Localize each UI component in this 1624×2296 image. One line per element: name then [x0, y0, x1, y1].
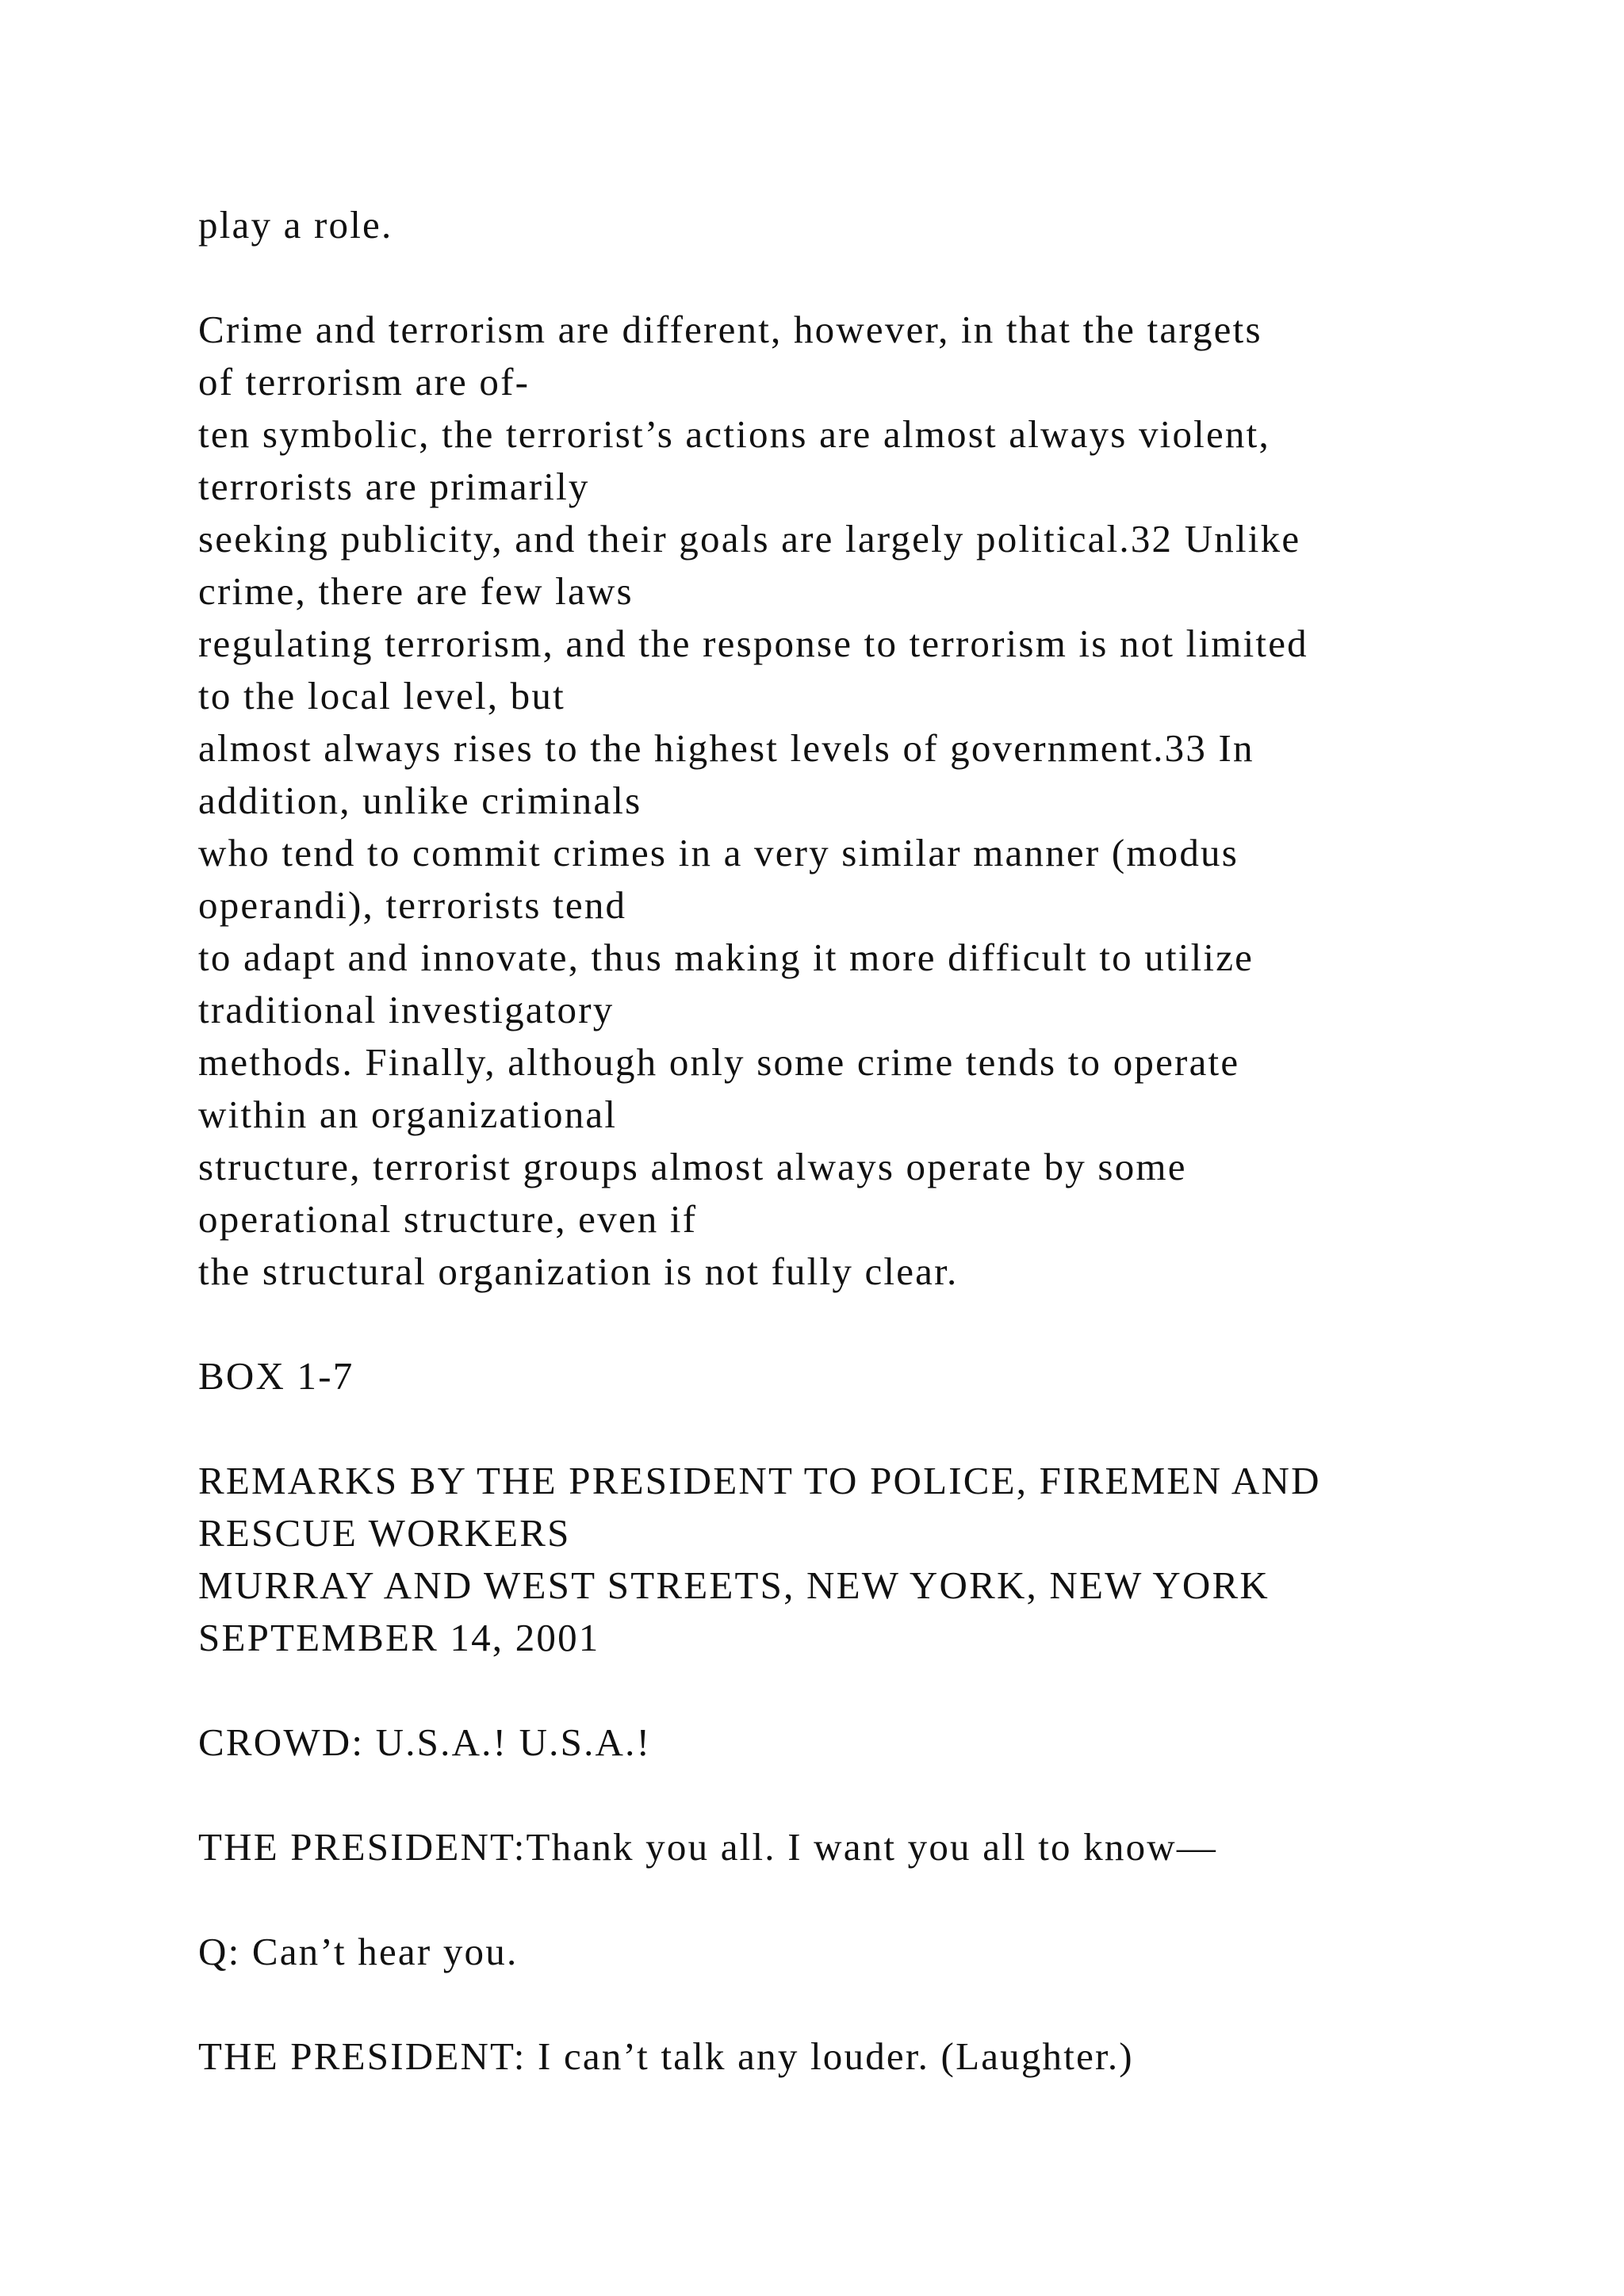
text-line: operandi), terrorists tend — [198, 883, 627, 927]
transcript-line: Q: Can’t hear you. — [198, 1930, 519, 1973]
text-line: Crime and terrorism are different, however, in that the targets — [198, 308, 1262, 351]
transcript-line: THE PRESIDENT:Thank you all. I want you all to know— — [198, 1825, 1218, 1869]
box-heading-line: RESCUE WORKERS — [198, 1511, 571, 1555]
text-line: within an organizational — [198, 1093, 618, 1136]
text-line: almost always rises to the highest levels of government.33 In — [198, 726, 1254, 770]
text-line: operational structure, even if — [198, 1197, 698, 1241]
text-line: who tend to commit crimes in a very similar manner (modus — [198, 831, 1239, 874]
transcript-line: CROWD: U.S.A.! U.S.A.! — [198, 1720, 652, 1764]
text-line: methods. Finally, although only some crime tends to operate — [198, 1040, 1240, 1084]
box-heading-line: MURRAY AND WEST STREETS, NEW YORK, NEW YORK — [198, 1563, 1270, 1607]
box-heading-line: SEPTEMBER 14, 2001 — [198, 1616, 600, 1659]
text-line: seeking publicity, and their goals are largely political.32 Unlike — [198, 517, 1301, 561]
text-line: terrorists are primarily — [198, 465, 590, 508]
box-label: BOX 1-7 — [198, 1354, 354, 1398]
text-line: crime, there are few laws — [198, 569, 634, 613]
text-line: play a role. — [198, 203, 393, 247]
text-line: ten symbolic, the terrorist’s actions are almost always violent, — [198, 412, 1270, 456]
text-line: to the local level, but — [198, 674, 565, 718]
text-line: of terrorism are of- — [198, 360, 530, 404]
text-line: traditional investigatory — [198, 988, 615, 1031]
text-line: structure, terrorist groups almost always operate by some — [198, 1145, 1187, 1188]
text-line: to adapt and innovate, thus making it more difficult to utilize — [198, 936, 1254, 979]
text-line: the structural organization is not fully clear. — [198, 1249, 959, 1293]
text-line: addition, unlike criminals — [198, 779, 642, 822]
text-line: regulating terrorism, and the response to terrorism is not limited — [198, 622, 1308, 665]
transcript-line: THE PRESIDENT: I can’t talk any louder. (Laughter.) — [198, 2034, 1134, 2078]
box-heading-line: REMARKS BY THE PRESIDENT TO POLICE, FIREMEN AND — [198, 1459, 1321, 1502]
